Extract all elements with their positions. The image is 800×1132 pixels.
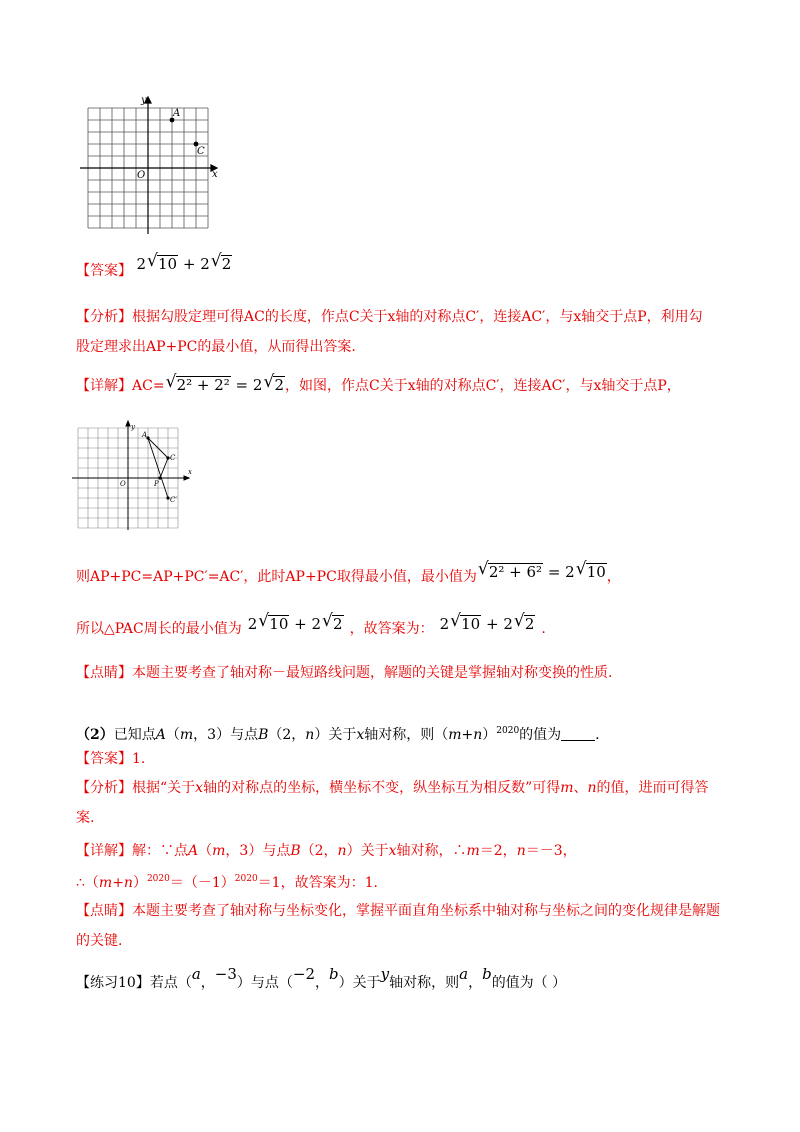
y-axis-label: y xyxy=(141,95,147,106)
fig2-c-prime-label: C′ xyxy=(170,496,177,504)
fig2-c-label: C xyxy=(170,454,176,462)
fig2-point-p xyxy=(158,476,161,479)
detail-2-line-2: $\therefore(m+n)^{2020}=(-1)^{2020}=1$，故答案为：1. xyxy=(76,874,378,891)
analysis-2-line-1: 【分析】根据“关于x轴的对称点的坐标，横坐标不变，纵坐标互为相反数”可得m、n的值，进而可得答 xyxy=(76,780,709,796)
x-axis-label: x xyxy=(212,169,218,180)
comment-2-line-2: 的关键. xyxy=(76,933,123,949)
coordinate-grid-figure-2 xyxy=(72,420,198,530)
point-a-label: A xyxy=(173,108,181,119)
answer-tag: 【答案】 xyxy=(76,263,132,279)
fig2-p-label: P xyxy=(154,480,159,488)
analysis-tag: 【分析】 xyxy=(76,309,132,325)
conclusion-2-line: 所以△PAC周长的最小值为 2√ 10 + 2√ 2 ，故答案为： 2√ 10 + 2√ 2 . xyxy=(76,618,726,639)
answer-1-line xyxy=(76,255,726,281)
comment-tag: 【点睛】 xyxy=(76,665,132,681)
analysis-1-line-2: 股定理求出AP+PC的最小值，从而得出答案. xyxy=(76,339,356,355)
origin-label: O xyxy=(137,170,146,181)
fig2-y-label: y xyxy=(131,423,135,431)
answer-2-line: 【答案】1. xyxy=(76,751,146,767)
detail-1-line: 【详解】AC=√ 2² + 2² = 2√ 2，如图，作点C关于x轴的对称点C′，连接AC′，与x轴交于点P， xyxy=(76,375,726,396)
exercise-10-line: 【练习10】若点（a，−3）与点（−2，b）关于y轴对称，则a，b的值为（ ） xyxy=(76,965,567,991)
answer-1-expression: 2√ 10 + 2√ 2 xyxy=(136,255,232,273)
comment-2-line-1: 【点睛】本题主要考查了轴对称与坐标变化，掌握平面直角坐标系中轴对称与坐标之间的变化规律是解题 xyxy=(76,903,720,919)
conclusion-1-line: 则AP+PC=AP+PC′=AC′，此时AP+PC取得最小值，最小值为√ 2² + 6² = 2√ 10， xyxy=(76,566,726,587)
fig2-x-label: x xyxy=(188,468,192,476)
question-2-line: （2）已知点A（m，3）与点B（2，n）关于x轴对称，则$(m+n)^{2020}$的值为 . xyxy=(76,726,600,743)
comment-1-line: 【点睛】本题主要考查了轴对称－最短路线问题，解题的关键是掌握轴对称变换的性质. xyxy=(76,665,613,681)
answer-blank xyxy=(561,726,595,741)
detail-2-line-1: 【详解】解：∵点A（m，3）与点B（2，n）关于x轴对称，∴m＝2，n＝－3， xyxy=(76,843,577,859)
axes xyxy=(80,97,217,234)
analysis-1-line-1: 【分析】根据勾股定理可得AC的长度，作点C关于x轴的对称点C′，连接AC′，与x轴交于点P，利用勾 xyxy=(76,309,703,325)
fig2-origin-label: O xyxy=(120,480,126,488)
detail-tag: 【详解】 xyxy=(76,378,132,394)
point-c-label: C xyxy=(197,146,205,157)
fig2-a-label: A xyxy=(142,431,148,439)
axes-2 xyxy=(72,421,189,530)
analysis-2-line-2: 案. xyxy=(76,810,95,826)
coordinate-grid-figure-1 xyxy=(76,94,222,234)
